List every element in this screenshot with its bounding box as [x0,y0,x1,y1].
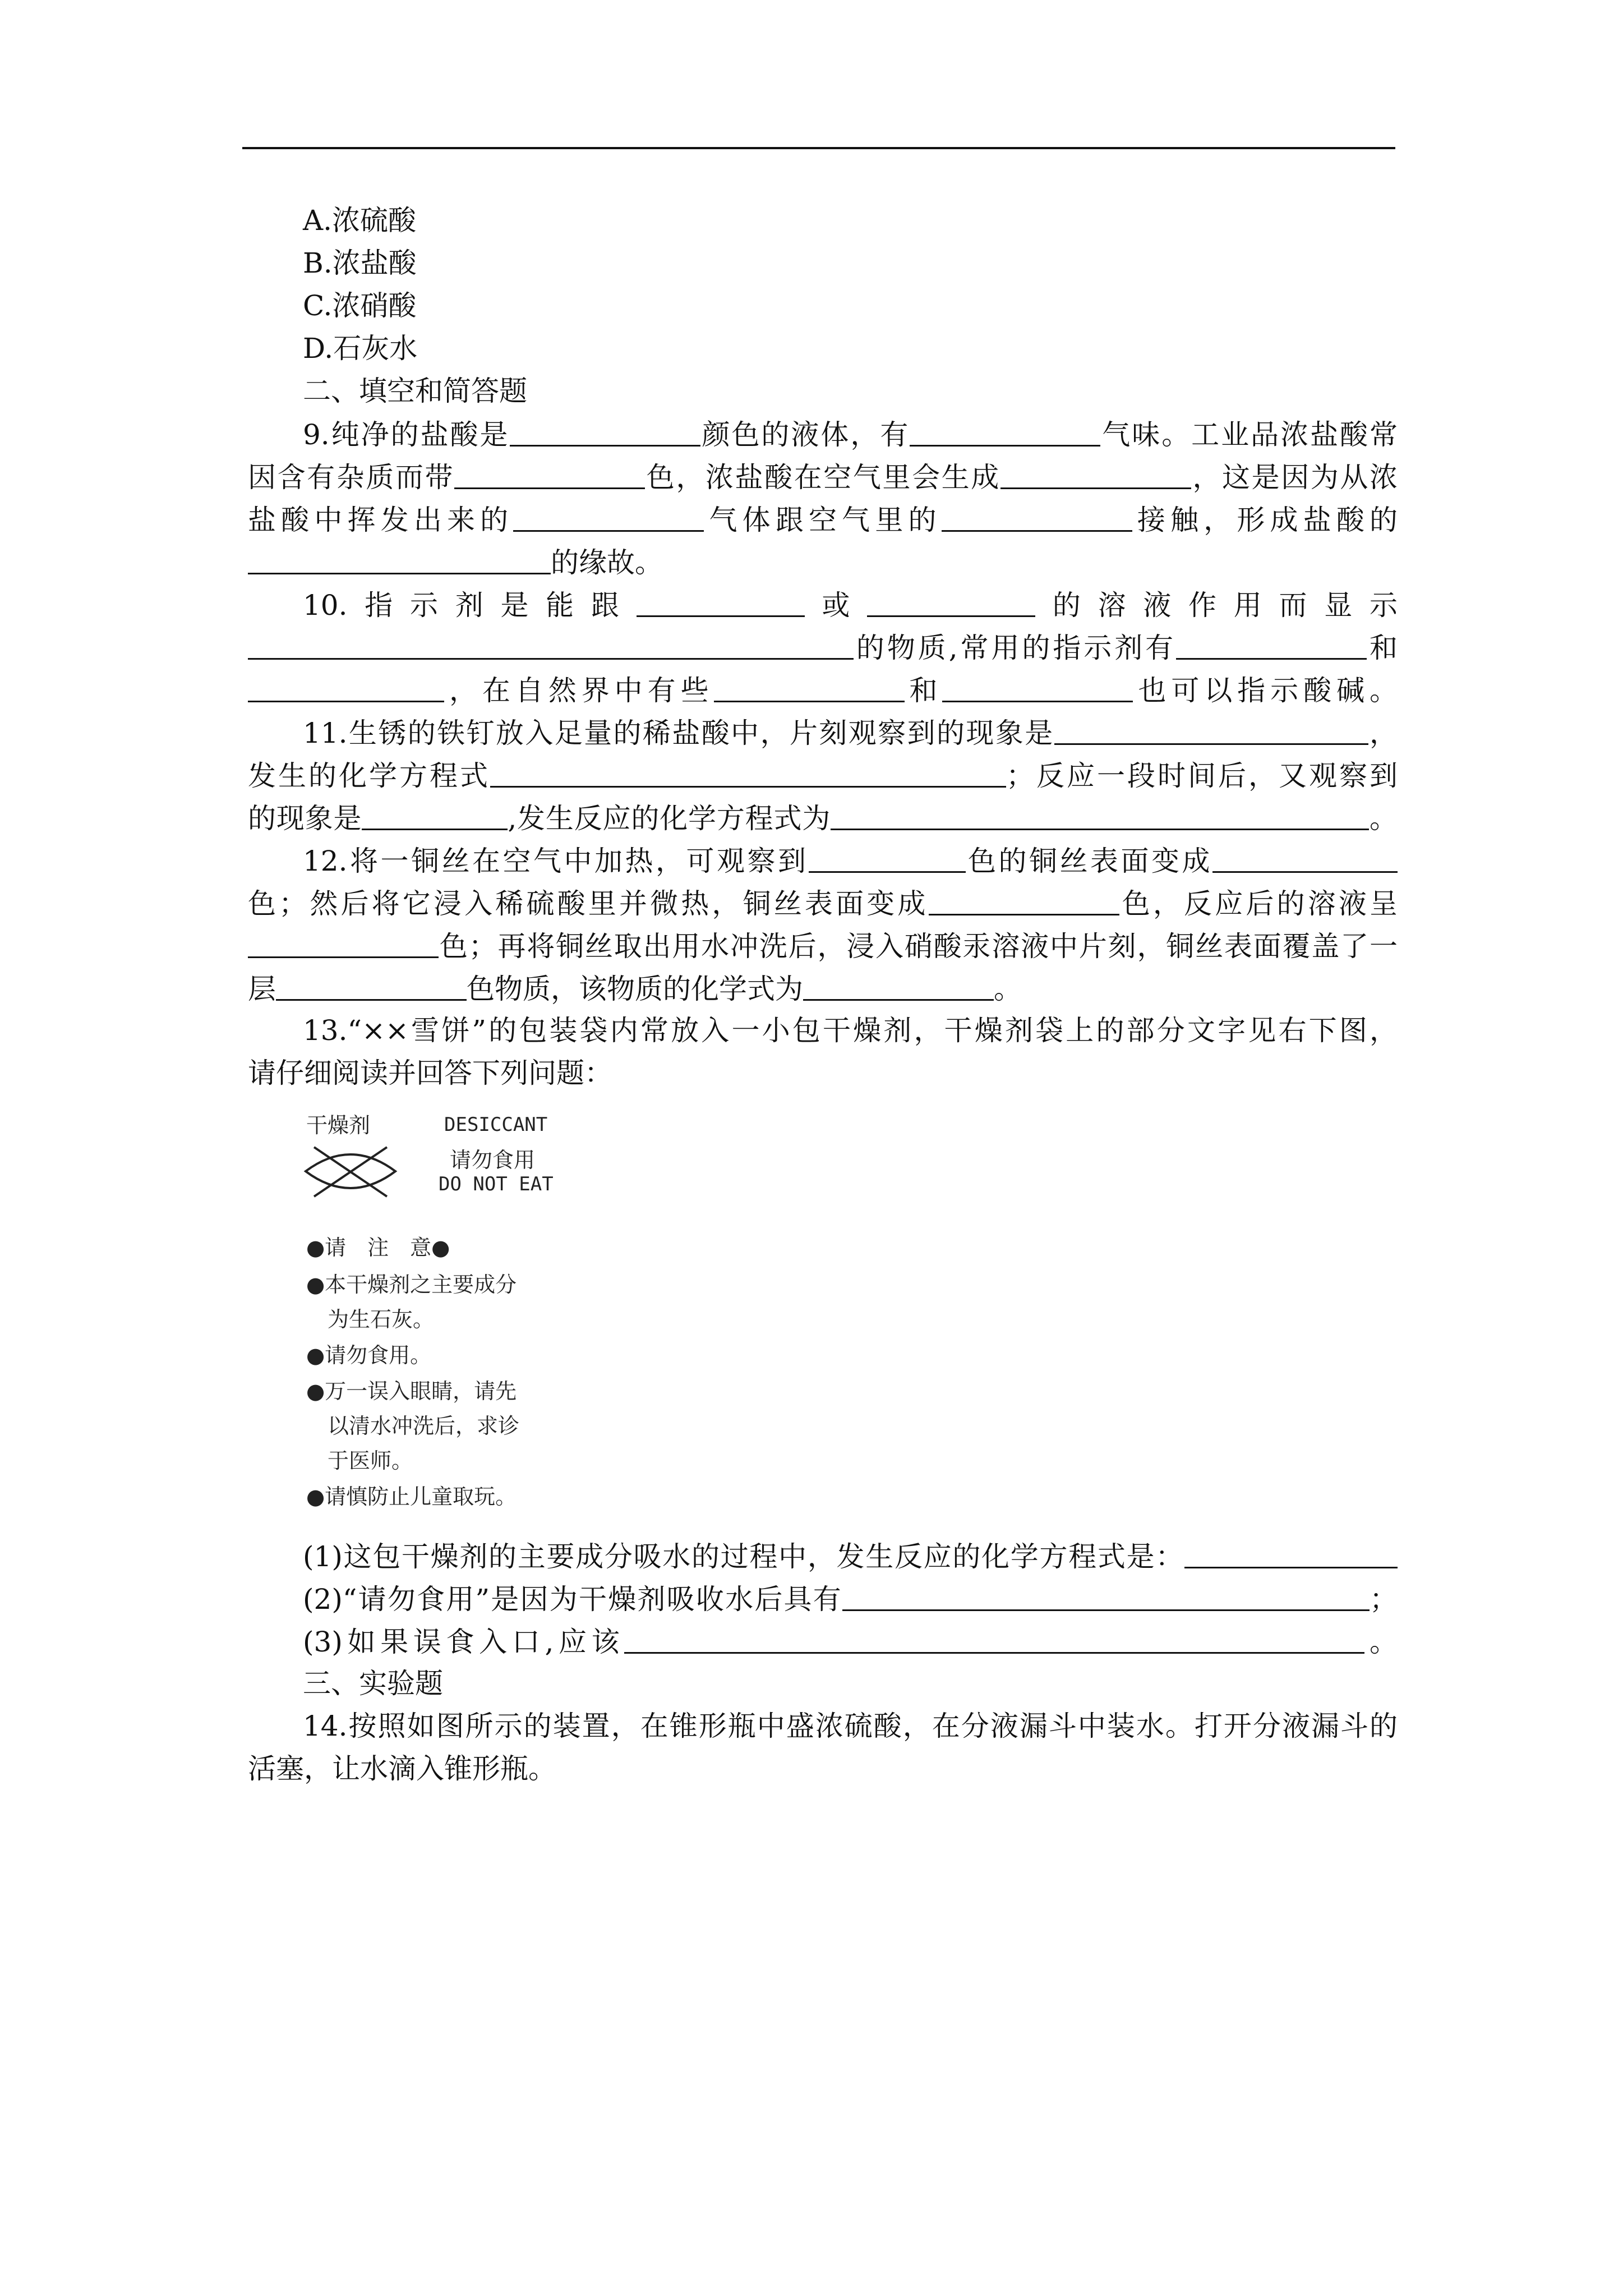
q11-line-2: 发生的化学方程式 ；反应一段时间后，又观察到 [248,753,1398,797]
answer-blank[interactable] [942,668,1133,702]
answer-blank[interactable] [248,668,444,702]
label-note-1-cont: 为生石灰。 [328,1307,435,1332]
q14-line-2: 活塞，让水滴入锥形瓶。 [248,1752,556,1785]
label-note-2: ●请勿食用。 [306,1343,432,1368]
header-rule [242,147,1395,149]
q12-line-1: 12.将一铜丝在空气中加热，可观察到 色的铜丝表面变成 [303,839,1398,882]
answer-blank[interactable] [831,796,1369,830]
q10-line-1: 10.指示剂是能跟 或 的溶液作用而显示 [303,583,1398,627]
answer-blank[interactable] [842,1577,1370,1611]
label-chinese-1: 请勿食用 [450,1148,536,1172]
answer-blank[interactable] [1000,455,1191,489]
option-c: C.浓硝酸 [303,289,417,322]
label-english-2: DO NOT EAT [439,1173,554,1195]
q9-line-1: 9.纯净的盐酸是 颜色的液体，有 气味。工业品浓盐酸常 [303,412,1398,456]
q9-line-3: 盐酸中挥发出来的 气体跟空气里的 接触，形成盐酸的 [248,498,1398,541]
answer-blank[interactable] [1184,1534,1398,1568]
q13-line-2: 请仔细阅读并回答下列问题： [248,1057,612,1089]
answer-blank[interactable] [714,668,905,702]
label-notice-heading: ●请 注 意● [306,1235,450,1260]
answer-blank[interactable] [454,455,645,489]
answer-blank[interactable] [248,625,854,660]
answer-blank[interactable] [929,881,1119,915]
q12-line-4: 层 色物质，该物质的化学式为 。 [248,967,1398,1010]
q13-part-3: (3)如果误食入口,应该 。 [303,1619,1398,1663]
q10-line-2: 的物质,常用的指示剂有 和 [248,625,1398,669]
answer-blank[interactable] [490,753,1006,788]
section-3-title: 三、实验题 [303,1667,443,1700]
option-b: B.浓盐酸 [303,247,417,279]
answer-blank[interactable] [867,583,1035,617]
answer-blank[interactable] [809,839,966,873]
label-note-1: ●本干燥剂之主要成分 [306,1272,517,1297]
answer-blank[interactable] [803,967,994,1001]
answer-blank[interactable] [510,412,700,447]
answer-blank[interactable] [637,583,805,617]
label-english-1: DESICCANT [444,1114,548,1136]
answer-blank[interactable] [248,924,439,958]
label-note-4: ●请慎防止儿童取玩。 [306,1484,517,1509]
desiccant-label-figure [303,1108,594,1512]
answer-blank[interactable] [513,498,704,532]
answer-blank[interactable] [1054,711,1368,745]
q9-line-2: 因含有杂质而带 色，浓盐酸在空气里会生成 ，这是因为从浓 [248,455,1398,499]
label-note-3: ●万一误入眼睛，请先 [306,1379,517,1404]
q9-line-4: 的缘故。 [248,540,1398,584]
q12-line-2: 色；然后将它浸入稀硫酸里并微热，铜丝表面变成 色，反应后的溶液呈 [248,881,1398,925]
q13-line-1: 13.“××雪饼”的包装袋内常放入一小包干燥剂，干燥剂袋上的部分文字见右下图， [303,1014,1398,1047]
q11-line-3: 的现象是 ,发生反应的化学方程式为 。 [248,796,1398,840]
answer-blank[interactable] [276,967,467,1001]
answer-blank[interactable] [1212,839,1398,873]
label-title: 干燥剂 [306,1113,371,1138]
label-note-3-cont-2: 于医师。 [328,1448,413,1473]
answer-blank[interactable] [942,498,1132,532]
option-a: A.浓硫酸 [303,204,417,237]
q14-line-1: 14.按照如图所示的装置，在锥形瓶中盛浓硫酸，在分液漏斗中装水。打开分液漏斗的 [303,1710,1398,1742]
q12-line-3: 色；再将铜丝取出用水冲洗后，浸入硝酸汞溶液中片刻，铜丝表面覆盖了一 [248,924,1398,968]
answer-blank[interactable] [624,1619,1364,1654]
q10-line-3: ，在自然界中有些 和 也可以指示酸碱。 [248,668,1398,712]
option-d: D.石灰水 [303,332,418,365]
q11-line-1: 11.生锈的铁钉放入足量的稀盐酸中，片刻观察到的现象是 ， [303,711,1398,754]
answer-blank[interactable] [910,412,1100,447]
answer-blank[interactable] [248,540,551,574]
answer-blank[interactable] [362,796,508,830]
q13-part-2: (2)“请勿食用”是因为干燥剂吸收水后具有 ； [303,1577,1398,1621]
do-not-eat-icon [303,1140,398,1202]
q13-part-1: (1)这包干燥剂的主要成分吸水的过程中，发生反应的化学方程式是： [303,1534,1398,1578]
label-note-3-cont: 以清水冲洗后，求诊 [328,1414,520,1438]
answer-blank[interactable] [1176,625,1367,660]
section-2-title: 二、填空和简答题 [303,375,527,407]
